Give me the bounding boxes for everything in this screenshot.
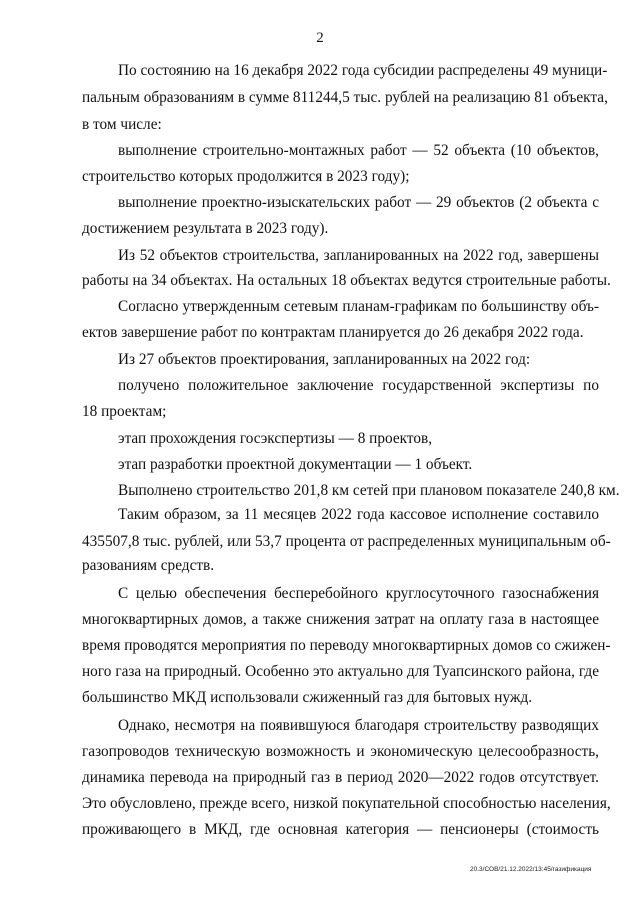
text-line: 435507,8 тыс. рублей, или 53,7 процента от распределенных муниципальным об- [82, 533, 611, 550]
text-line: получено положительное заключение государственной экспертизы по [118, 377, 599, 394]
text-line: в том числе: [82, 116, 162, 133]
text-line: 18 проектам; [82, 403, 167, 420]
footer-stamp: 20.3/СОВ/21.12.2022/13:45/газификация [470, 866, 592, 873]
text-line: этап разработки проектной документации — 1 объект. [118, 456, 473, 473]
text-line: динамика перевода на природный газ в период 2020—2022 годов отсутствует. [82, 769, 599, 786]
text-line: этап прохождения госэкспертизы — 8 проектов, [118, 430, 433, 447]
text-line: проживающего в МКД, где основная категория — пенсионеры (стоимость [82, 821, 599, 838]
text-line: пальным образованиям в сумме 811244,5 тыс. рублей на реализацию 81 объекта, [82, 89, 608, 106]
page-number: 2 [316, 30, 324, 46]
text-line: Из 52 объектов строительства, запланированных на 2022 год, завершены [118, 247, 599, 264]
text-line: разованиям средств. [82, 557, 215, 574]
text-line: многоквартирных домов, а также снижения затрат на оплату газа в настоящее [82, 611, 599, 628]
text-line: По состоянию на 16 декабря 2022 года субсидии распределены 49 муници- [118, 62, 608, 79]
text-line: Это обусловлено, прежде всего, низкой покупательной способностью населения, [82, 795, 611, 812]
text-line: работы на 34 объектах. На остальных 18 объектах ведутся строительные работы. [82, 272, 611, 289]
text-line: ектов завершение работ по контрактам планируется до 26 декабря 2022 года. [82, 324, 584, 341]
text-line: большинство МКД использовали сжиженный газ для бытовых нужд. [82, 689, 533, 706]
text-line: Выполнено строительство 201,8 км сетей при плановом показателе 240,8 км. [118, 482, 620, 499]
text-line: Однако, несмотря на появившуюся благодаря строительству разводящих [118, 717, 599, 734]
text-line: выполнение проектно-изыскательских работ — 29 объектов (2 объекта с [118, 194, 599, 211]
text-line: Из 27 объектов проектирования, запланированных на 2022 год: [118, 351, 531, 368]
text-line: достижением результата в 2023 году). [82, 220, 329, 237]
text-line: Согласно утвержденным сетевым планам-графикам по большинству объ- [118, 298, 599, 315]
text-line: С целью обеспечения бесперебойного круглосуточного газоснабжения [118, 585, 599, 602]
text-line: время проводятся мероприятия по переводу многоквартирных домов со сжижен- [82, 637, 611, 654]
text-line: Таким образом, за 11 месяцев 2022 года кассовое исполнение составило [118, 506, 599, 523]
text-line: выполнение строительно-монтажных работ — 52 объекта (10 объектов, [118, 142, 599, 159]
text-line: ного газа на природный. Особенно это актуально для Туапсинского района, где [82, 663, 599, 680]
text-line: газопроводов техническую возможность и экономическую целесообразность, [82, 743, 599, 760]
text-line: строительство которых продолжится в 2023 году); [82, 168, 410, 185]
